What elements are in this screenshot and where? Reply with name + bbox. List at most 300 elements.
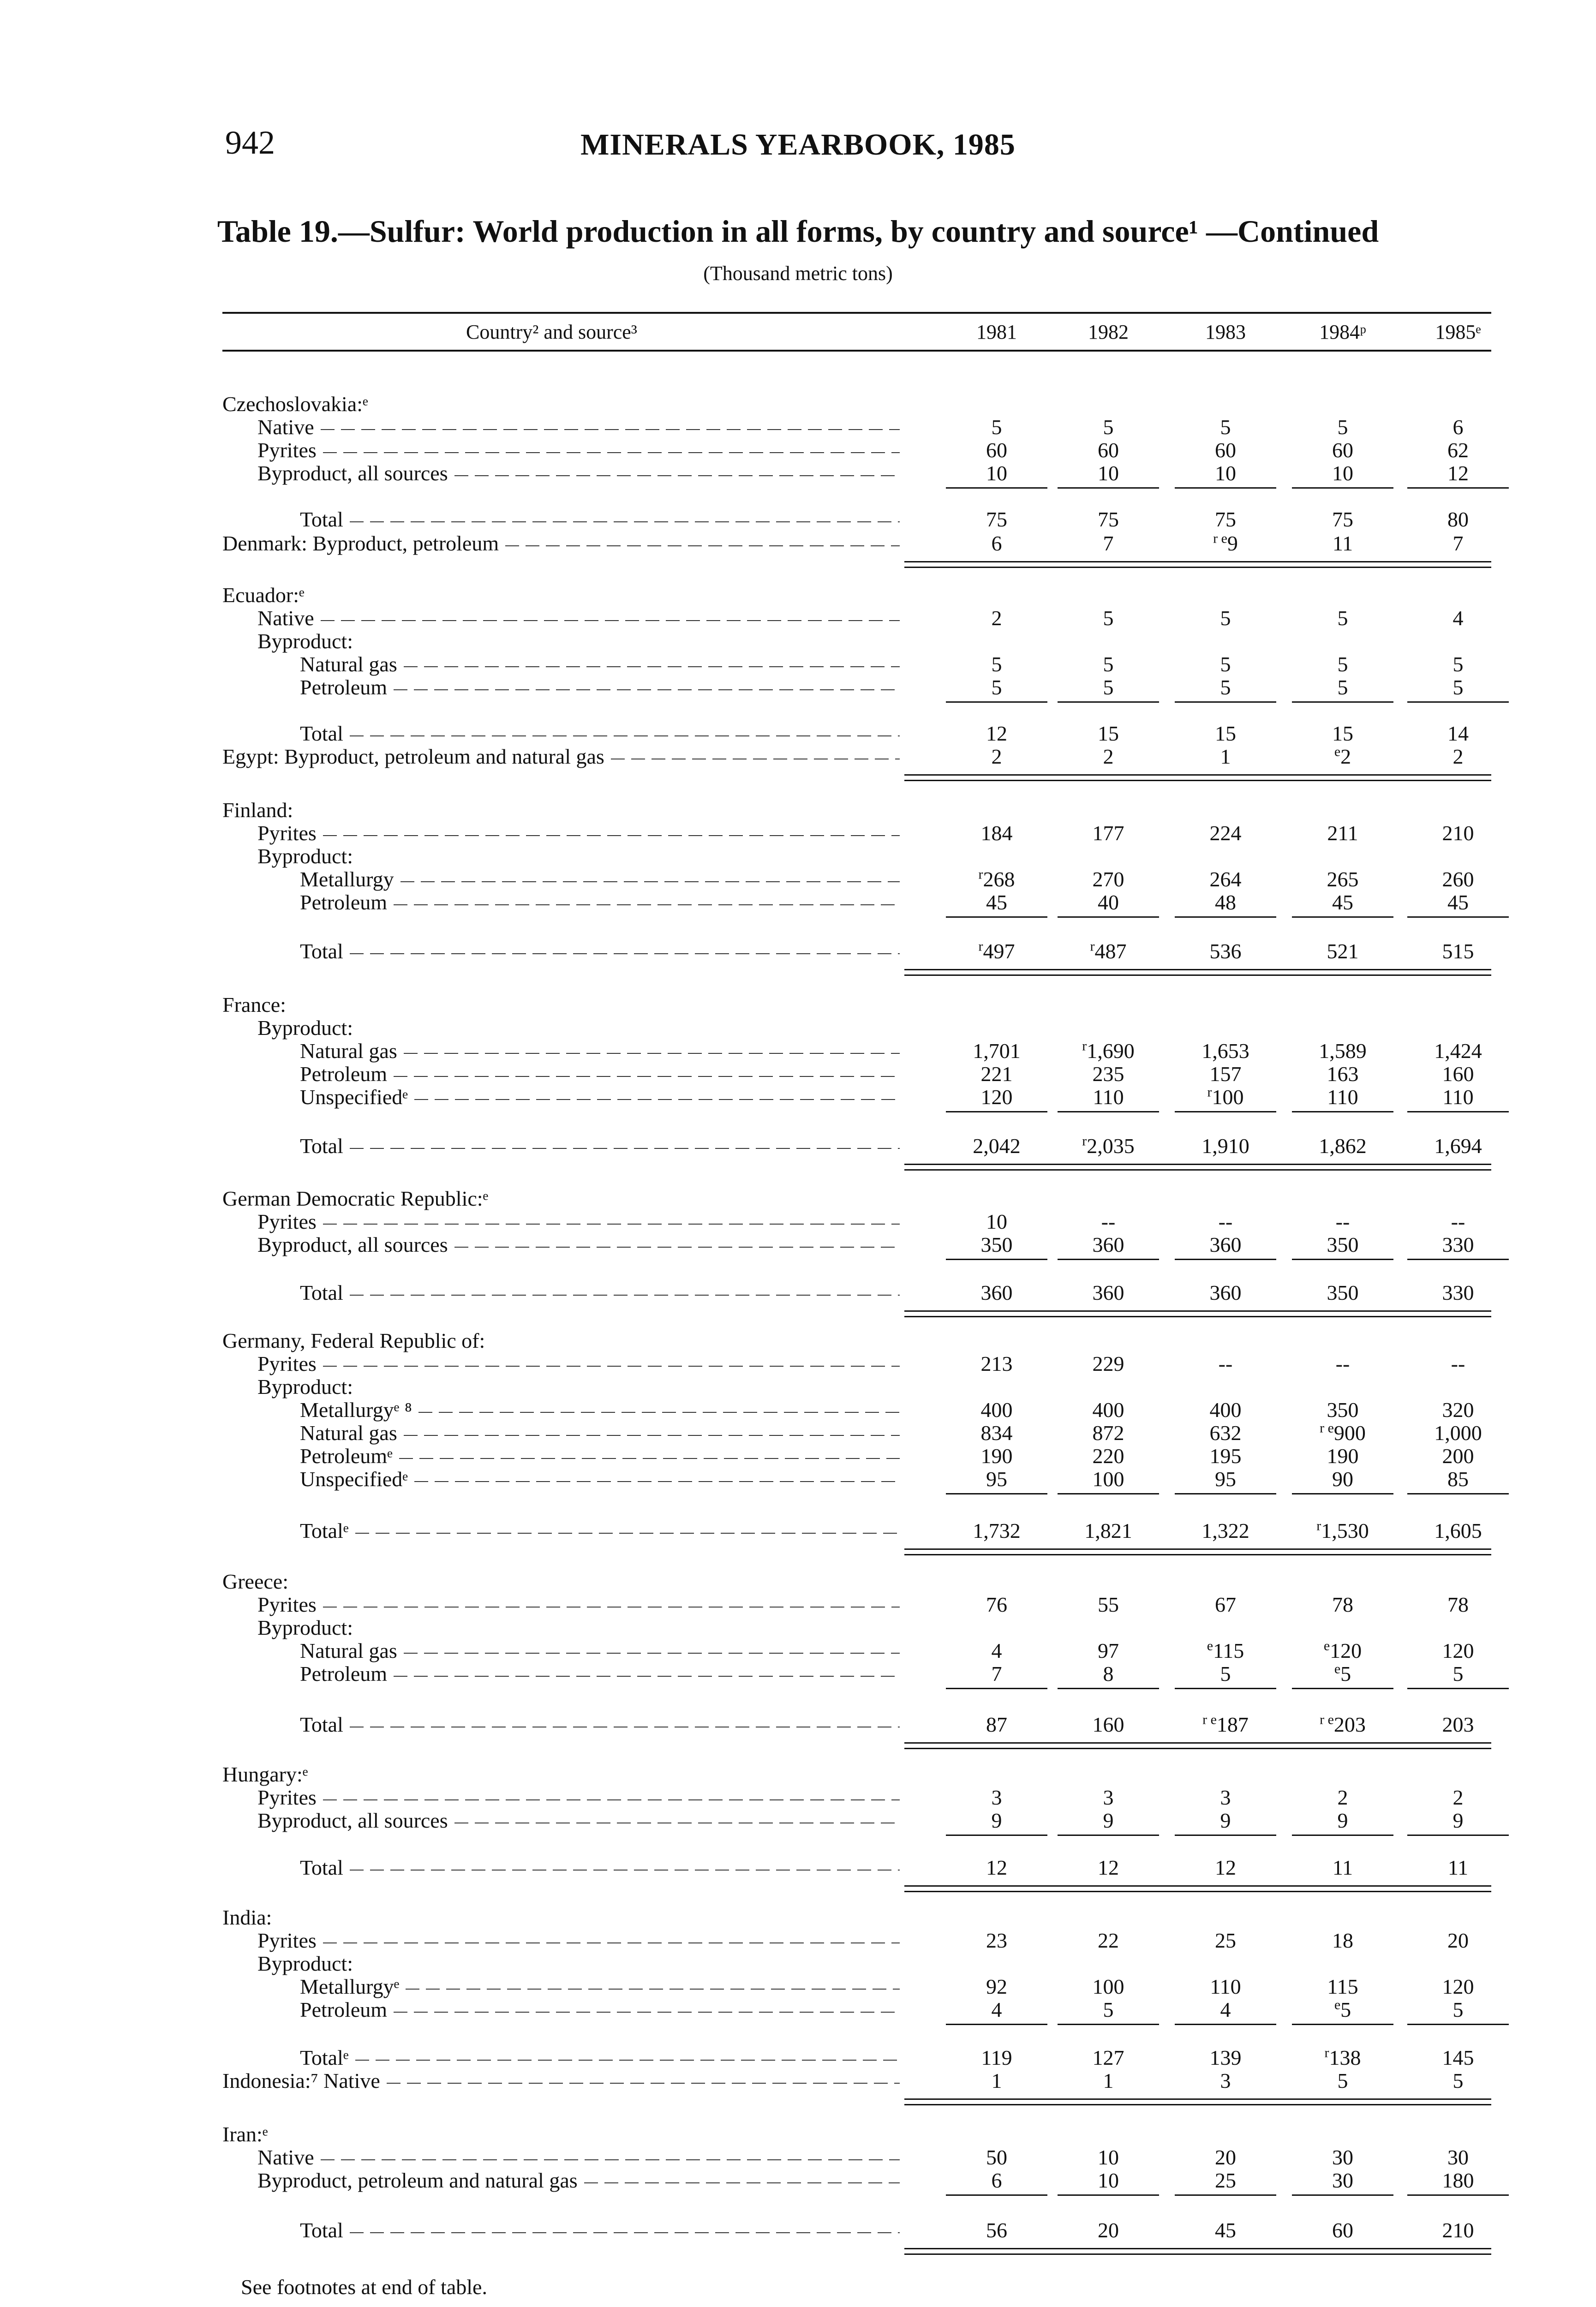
cell-1981: 221 [980,1062,1013,1086]
cell-1982: $^r$2,035 [1082,1133,1135,1158]
cell-1985: 30 [1447,2146,1469,2169]
cell-1983: 60 [1215,438,1236,462]
table-row [0,1997,1596,2023]
cell-1983: 48 [1215,891,1236,914]
row-label: Native [257,606,314,630]
cell-1985: 62 [1447,438,1469,462]
cell-1982: 1,821 [1084,1519,1132,1542]
table-group-heading [0,628,1596,654]
cell-1983: 360 [1209,1281,1242,1304]
row-label: Native [257,415,314,439]
cell-1981: $^r$268 [978,867,1015,891]
total-double-rule [904,1748,1491,1749]
cell-1981: 5 [991,652,1002,676]
row-label: Byproduct: [257,1016,353,1040]
row-label: Pyrites [257,1786,317,1809]
dot-leader [350,2220,900,2233]
cell-1983: $^r$100 [1207,1084,1244,1109]
dot-leader [321,2147,900,2160]
table-group-heading [0,1951,1596,1977]
row-label: Natural gas [300,1639,397,1662]
dot-leader [350,1136,900,1149]
cell-1981: $^r$497 [978,938,1015,963]
cell-1983: 4 [1220,1998,1231,2021]
dot-leader [584,2170,900,2183]
dot-leader [355,1521,900,1534]
subtotal-rule [946,2024,1047,2025]
subtotal-rule [946,1835,1047,1836]
cell-1984: 5 [1337,415,1348,439]
table-row [0,1712,1596,1738]
cell-1983: 5 [1220,675,1231,699]
table-row [0,2068,1596,2094]
dot-leader [404,1423,900,1436]
dot-leader [406,1977,900,1990]
row-label: Petroleum [300,675,388,699]
cell-1983: 5 [1220,606,1231,630]
total-double-rule [904,1548,1491,1550]
cell-1981: 2,042 [973,1134,1021,1158]
cell-1982: 9 [1103,1809,1114,1832]
row-label: France: [222,993,286,1016]
row-label: Total [300,1281,343,1304]
row-label: Petroleum [300,891,388,914]
cell-1983: 75 [1215,508,1236,531]
row-label: Byproduct: [257,1616,353,1639]
cell-1984: $^e$2 [1334,744,1351,768]
cell-1983: 25 [1215,1929,1236,1952]
total-double-rule [904,2248,1491,2249]
cell-1981: 213 [980,1352,1013,1375]
subtotal-rule [1292,1493,1393,1494]
cell-1981: 119 [981,2046,1012,2069]
cell-1985: 180 [1442,2169,1474,2192]
total-double-rule [904,974,1491,976]
cell-1983: 360 [1209,1233,1242,1256]
row-label: India: [222,1906,272,1929]
row-label: Byproduct, all sources [257,461,448,485]
row-label: Hungary:ᵉ [222,1763,308,1786]
cell-1982: 872 [1092,1421,1124,1445]
cell-1984: $^e$5 [1334,1997,1351,2021]
cell-1985: 5 [1453,2069,1464,2092]
row-label: Natural gas [300,1039,397,1063]
cell-1982: 55 [1098,1593,1119,1616]
table-group-heading [0,843,1596,869]
cell-1984: 10 [1332,461,1353,485]
cell-1984: $^{r e}$203 [1320,1712,1366,1736]
subtotal-rule [1407,1493,1509,1494]
running-title: MINERALS YEARBOOK, 1985 [580,128,1016,161]
cell-1982: 97 [1098,1639,1119,1662]
cell-1983: 3 [1220,1786,1231,1809]
dot-leader [321,608,900,621]
subtotal-rule [946,701,1047,703]
table-row [0,820,1596,846]
cell-1984: 5 [1337,606,1348,630]
cell-1984: $^{r e}$900 [1320,1420,1366,1445]
cell-1982: 360 [1092,1281,1124,1304]
cell-1983: 20 [1215,2146,1236,2169]
table-row [0,1084,1596,1110]
cell-1985: 330 [1442,1233,1474,1256]
cell-1983: 10 [1215,461,1236,485]
cell-1982: 160 [1092,1713,1124,1736]
table-row [0,1038,1596,1064]
row-label: Total [300,722,343,745]
cell-1981: 75 [986,508,1007,531]
table-units: (Thousand metric tons) [703,262,893,285]
cell-1985: 9 [1453,1809,1464,1832]
dot-leader [505,533,900,546]
table-row [0,744,1596,770]
subtotal-rule [1407,1259,1509,1260]
cell-1983: -- [1218,1352,1233,1375]
row-label: Petroleum [300,1998,388,2021]
table-row [0,1061,1596,1087]
total-double-rule [904,2253,1491,2255]
table-group-heading [0,2122,1596,2147]
cell-1982: 270 [1092,867,1124,891]
cell-1982: 110 [1093,1085,1124,1109]
cell-1982: $^r$487 [1090,938,1127,963]
dot-leader [321,417,900,430]
cell-1984: 5 [1337,2069,1348,2092]
dot-leader [350,1858,900,1871]
cell-1981: 400 [980,1398,1013,1422]
subtotal-rule [1058,1111,1159,1112]
dot-leader [350,509,900,522]
subtotal-rule [946,1688,1047,1689]
cell-1981: 4 [991,1998,1002,2021]
subtotal-rule [1175,1493,1276,1494]
table-row [0,437,1596,463]
subtotal-rule [1058,2194,1159,2196]
table-row [0,1974,1596,2000]
row-label: Natural gas [300,652,397,676]
table-row [0,1638,1596,1664]
cell-1984: 30 [1332,2146,1353,2169]
row-label: Ecuador:ᵉ [222,583,305,607]
table-row [0,414,1596,440]
subtotal-rule [946,916,1047,918]
table-row [0,938,1596,964]
cell-1982: 100 [1092,1975,1124,1998]
cell-1984: 350 [1327,1281,1359,1304]
cell-1982: 20 [1098,2218,1119,2242]
subtotal-rule [1292,701,1393,703]
row-label: Byproduct, all sources [257,1809,448,1832]
cell-1985: 5 [1453,652,1464,676]
cell-1984: -- [1335,1352,1350,1375]
dot-leader [414,1087,900,1100]
cell-1982: 360 [1092,1233,1124,1256]
row-label: Finland: [222,798,293,822]
subtotal-rule [1292,2194,1393,2196]
subtotal-rule [1292,1111,1393,1112]
dot-leader [387,2071,900,2084]
dot-leader [350,723,900,736]
subtotal-rule [1292,1835,1393,1836]
cell-1985: 6 [1453,415,1464,439]
cell-1981: 2 [991,745,1002,768]
subtotal-rule [1292,1259,1393,1260]
subtotal-rule [1175,1111,1276,1112]
cell-1983: 224 [1209,821,1242,845]
table-group-heading [0,391,1596,417]
cell-1982: 220 [1092,1444,1124,1468]
cell-1983: 400 [1209,1398,1242,1422]
cell-1985: 260 [1442,867,1474,891]
table-group-heading [0,1328,1596,1354]
cell-1983: 15 [1215,722,1236,745]
cell-1985: 1,000 [1434,1421,1482,1445]
cell-1985: 14 [1447,722,1469,745]
cell-1981: 50 [986,2146,1007,2169]
row-label: Total [300,2218,343,2242]
dot-leader [350,941,900,954]
dot-leader [394,892,900,905]
table-row [0,1209,1596,1235]
table-group-heading [0,797,1596,823]
table-group-heading [0,1905,1596,1930]
table-row [0,867,1596,892]
table-group-heading [0,1186,1596,1212]
cell-1981: 45 [986,891,1007,914]
dot-leader [323,823,900,836]
row-label: Greece: [222,1570,288,1593]
cell-1983: 25 [1215,2169,1236,2192]
cell-1985: 11 [1447,1856,1469,1879]
cell-1984: 110 [1327,1085,1358,1109]
cell-1985: 5 [1453,1662,1464,1685]
subtotal-rule [1175,916,1276,918]
row-label: Byproduct, petroleum and natural gas [257,2169,578,2192]
cell-1983: $^{r e}$187 [1202,1712,1249,1736]
row-label: Byproduct: [257,1952,353,1975]
cell-1981: 2 [991,606,1002,630]
cell-1983: 3 [1220,2069,1231,2092]
cell-1982: 60 [1098,438,1119,462]
cell-1985: 80 [1447,508,1469,531]
table-row [0,1661,1596,1687]
dot-leader [454,463,900,476]
cell-1981: 120 [980,1085,1013,1109]
subtotal-rule [1407,1111,1509,1112]
cell-1984: 11 [1332,1856,1353,1879]
cell-1983: $^e$115 [1207,1638,1244,1662]
cell-1982: $^r$1,690 [1082,1038,1135,1063]
total-double-rule [904,561,1491,562]
page-number: 942 [225,124,275,161]
cell-1982: 400 [1092,1398,1124,1422]
cell-1981: 360 [980,1281,1013,1304]
subtotal-rule [1175,701,1276,703]
cell-1981: 1,701 [973,1039,1021,1063]
row-label: Unspecifiedᵉ [300,1085,408,1109]
cell-1985: 85 [1447,1467,1469,1491]
cell-1982: 2 [1103,745,1114,768]
table-row [0,721,1596,747]
cell-1984: -- [1335,1210,1350,1233]
table-row [0,1785,1596,1811]
cell-1984: 211 [1327,821,1358,845]
row-label: Metallurgyᵉ [300,1975,400,1998]
year-header-1984: 1984ᵖ [1319,321,1366,343]
cell-1981: 5 [991,675,1002,699]
cell-1982: 75 [1098,508,1119,531]
cell-1985: -- [1451,1352,1465,1375]
dot-leader [404,654,900,667]
cell-1984: 265 [1327,867,1359,891]
cell-1981: 4 [991,1639,1002,1662]
cell-1981: 76 [986,1593,1007,1616]
row-label: Byproduct: [257,629,353,653]
cell-1983: 5 [1220,652,1231,676]
cell-1982: -- [1101,1210,1116,1233]
cell-1985: 320 [1442,1398,1474,1422]
table-row [0,2217,1596,2243]
cell-1982: 5 [1103,1998,1114,2021]
cell-1983: 67 [1215,1593,1236,1616]
cell-1984: $^r$1,530 [1316,1518,1369,1542]
table-title: Table 19.—Sulfur: World production in all forms, by country and source¹ —Continued [217,214,1379,249]
table-group-heading [0,582,1596,608]
total-double-rule [904,969,1491,970]
cell-1985: 1,605 [1434,1519,1482,1542]
subtotal-rule [1058,916,1159,918]
cell-1985: 5 [1453,675,1464,699]
row-label: Denmark: Byproduct, petroleum [222,532,499,555]
row-label: Iran:ᵉ [222,2122,268,2146]
table-row [0,1592,1596,1618]
cell-1984: 521 [1327,939,1359,963]
total-double-rule [904,1169,1491,1171]
dot-leader [394,677,900,690]
cell-1984: $^e$120 [1323,1638,1362,1662]
table-row [0,2145,1596,2170]
cell-1984: 2 [1337,1786,1348,1809]
subtotal-rule [1407,2024,1509,2025]
cell-1981: 7 [991,1662,1002,1685]
row-label: Pyrites [257,821,317,845]
table-row [0,2168,1596,2193]
subtotal-rule [1292,1688,1393,1689]
cell-1981: 60 [986,438,1007,462]
cell-1982: 22 [1098,1929,1119,1952]
dot-leader [404,1641,900,1654]
cell-1982: 8 [1103,1662,1114,1685]
cell-1985: 4 [1453,606,1464,630]
cell-1984: $^e$5 [1334,1661,1351,1685]
row-label: Petroleum [300,1662,388,1685]
cell-1981: 350 [980,1233,1013,1256]
row-label: Byproduct: [257,1375,353,1399]
cell-1982: 1 [1103,2069,1114,2092]
cell-1984: 78 [1332,1593,1353,1616]
table-group-heading [0,1015,1596,1041]
dot-leader [323,440,900,453]
table-row [0,651,1596,677]
table-group-heading [0,992,1596,1018]
cell-1983: 95 [1215,1467,1236,1491]
cell-1982: 229 [1092,1352,1124,1375]
cell-1984: 1,862 [1319,1134,1367,1158]
total-double-rule [904,1891,1491,1892]
table-row [0,507,1596,532]
table-row [0,1466,1596,1492]
table-group-heading [0,1569,1596,1595]
subtotal-rule [1058,487,1159,489]
cell-1983: 632 [1209,1421,1242,1445]
subtotal-rule [1292,2024,1393,2025]
cell-1984: 1,589 [1319,1039,1367,1063]
cell-1985: 1,694 [1434,1134,1482,1158]
year-header-1985: 1985ᵉ [1435,321,1481,343]
dot-leader [404,1041,900,1054]
subtotal-rule [1175,1835,1276,1836]
cell-1983: 536 [1209,939,1242,963]
cell-1985: 2 [1453,1786,1464,1809]
cell-1984: 115 [1327,1975,1358,1998]
subtotal-rule [946,1111,1047,1112]
cell-1983: 1,910 [1201,1134,1249,1158]
cell-1983: 157 [1209,1062,1242,1086]
dot-leader [399,1446,900,1459]
cell-1984: 5 [1337,652,1348,676]
cell-1981: 10 [986,1210,1007,1233]
row-label: Metallurgy [300,867,394,891]
row-label: Indonesia:⁷ Native [222,2069,380,2092]
table-row [0,1420,1596,1446]
cell-1984: 75 [1332,508,1353,531]
dot-leader [611,747,900,759]
cell-1985: 210 [1442,2218,1474,2242]
table-group-heading [0,1374,1596,1400]
subtotal-rule [1058,2024,1159,2025]
cell-1981: 9 [991,1809,1002,1832]
cell-1983: 12 [1215,1856,1236,1879]
cell-1984: 9 [1337,1809,1348,1832]
cell-1985: 145 [1442,2046,1474,2069]
row-label: Petroleum [300,1062,388,1086]
cell-1985: 12 [1447,461,1469,485]
row-label: Natural gas [300,1421,397,1445]
row-label: Total [300,939,343,963]
cell-1984: 350 [1327,1398,1359,1422]
table-row [0,605,1596,631]
cell-1983: 5 [1220,415,1231,439]
row-label: Petroleumᵉ [300,1444,393,1468]
table-row [0,1808,1596,1834]
total-double-rule [904,1885,1491,1887]
cell-1985: 20 [1447,1929,1469,1952]
subtotal-rule [1058,1688,1159,1689]
cell-1985: 203 [1442,1713,1474,1736]
row-label: Egypt: Byproduct, petroleum and natural gas [222,745,604,768]
subtotal-rule [1175,2024,1276,2025]
cell-1982: 177 [1092,821,1124,845]
table-group-heading [0,1762,1596,1787]
total-double-rule [904,2098,1491,2100]
table-row [0,1855,1596,1881]
dot-leader [350,1715,900,1727]
total-double-rule [904,1316,1491,1317]
dot-leader [323,1787,900,1800]
row-label: Pyrites [257,1352,317,1375]
row-label: Pyrites [257,438,317,462]
footnote: See footnotes at end of table. [241,2275,487,2299]
